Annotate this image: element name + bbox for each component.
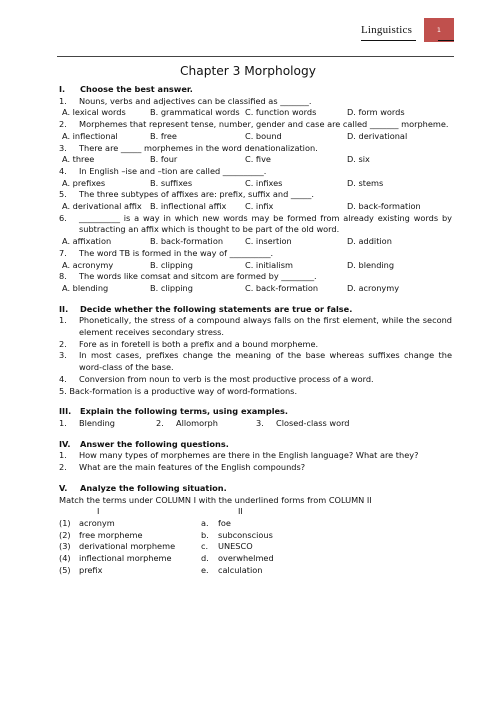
question: 1. How many types of morphemes are there in the English language? What are they? [59, 450, 419, 461]
section-heading: V. Analyze the following situation. [59, 482, 227, 493]
question: 8. The words like comsat and sitcom are formed by ________. [59, 271, 317, 282]
chapter-title: Chapter 3 Morphology [180, 64, 316, 78]
worksheet-body [59, 84, 452, 576]
statement: 5. Back-formation is a productive way of word-formations. [59, 385, 298, 396]
term-list: 1. Blending 2. Allomorph 3. Closed-class word [59, 417, 350, 428]
answer-options: A. blending B. clipping C. back-formation D. acronymy [62, 282, 400, 293]
match-row: (2) free morpheme b. subconscious [59, 529, 273, 540]
statement: 3. In most cases, prefixes change the meaning of the base whereas suffixes change the word-class of the base. [59, 350, 452, 373]
answer-options: A. three B. four C. five D. six [62, 154, 370, 165]
header-title-underline [361, 40, 416, 41]
match-row: (1) acronym a. foe [59, 517, 231, 528]
section-heading: I. Choose the best answer. [59, 84, 193, 94]
instruction-text: Match the terms under COLUMN I with the underlined forms from COLUMN II [59, 494, 372, 505]
answer-options: A. acronymy B. clipping C. initialism D. blending [62, 259, 395, 270]
column-headers: I II [97, 506, 243, 517]
question: 1. Nouns, verbs and adjectives can be classified as _______. [59, 95, 312, 106]
question: 4. In English –ise and –tion are called __________. [59, 165, 267, 176]
question: 2. Morphemes that represent tense, number, gender and case are called _______ morpheme. [59, 119, 449, 130]
section-heading: IV. Answer the following questions. [59, 438, 229, 449]
page-number-badge: 1 [424, 18, 454, 42]
answer-options: A. lexical words B. grammatical words C. function words D. form words [62, 107, 405, 118]
question: 3. There are _____ morphemes in the word denationalization. [59, 142, 318, 153]
header-title: Linguistics [361, 24, 413, 36]
statement: 1. Phonetically, the stress of a compound always falls on the first element, while the second element receives secondary stress. [59, 315, 452, 338]
header-rule [57, 56, 454, 57]
answer-options: A. derivational affix B. inflectional affix C. infix D. back-formation [62, 201, 421, 212]
question: 7. The word TB is formed in the way of __________. [59, 247, 274, 258]
answer-options: A. affixation B. back-formation C. insertion D. addition [62, 236, 392, 247]
statement: 2. Fore as in foretell is both a prefix and a bound morpheme. [59, 338, 319, 349]
statement: 4. Conversion from noun to verb is the most productive process of a word. [59, 373, 374, 384]
section-heading: II. Decide whether the following statements are true or false. [59, 303, 353, 314]
question: 2. What are the main features of the English compounds? [59, 462, 306, 473]
section-heading: III. Explain the following terms, using examples. [59, 406, 289, 417]
header-badge-underline [438, 40, 454, 41]
question: 6. __________ is a way in which new words may be formed from already existing words by subtracting an affix which is thought to be part of the old word. [59, 212, 452, 235]
answer-options: A. inflectional B. free C. bound D. derivational [62, 130, 408, 141]
match-row: (3) derivational morpheme c. UNESCO [59, 541, 253, 552]
answer-options: A. prefixes B. suffixes C. infixes D. stems [62, 177, 384, 188]
question: 5. The three subtypes of affixes are: prefix, suffix and _____. [59, 189, 314, 200]
match-row: (5) prefix e. calculation [59, 564, 263, 575]
match-row: (4) inflectional morpheme d. overwhelmed [59, 553, 274, 564]
